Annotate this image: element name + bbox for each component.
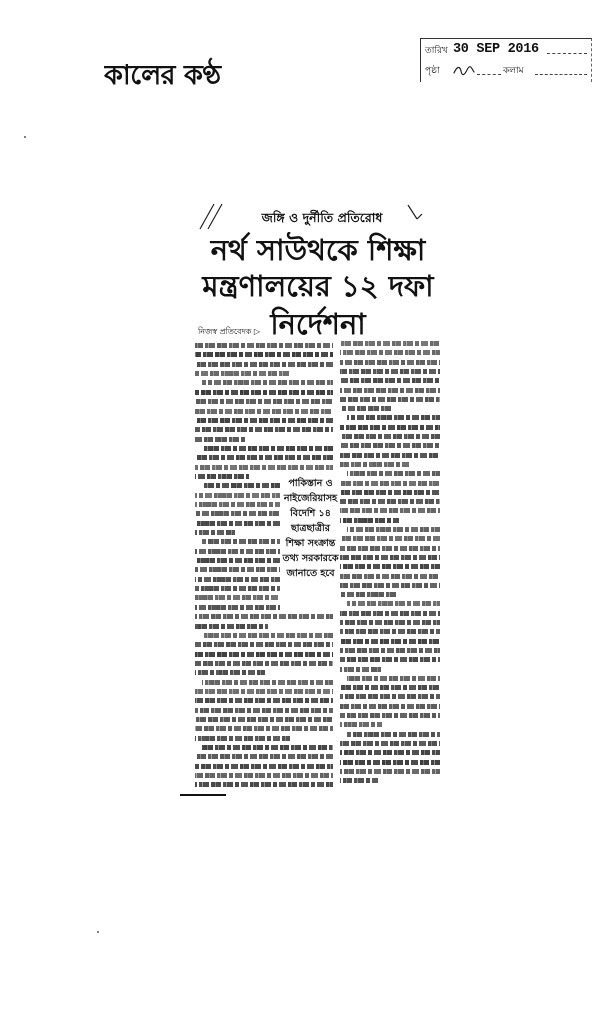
body-text-line — [195, 493, 280, 498]
body-text-line — [340, 341, 440, 346]
body-text-line — [340, 378, 440, 383]
body-text-line — [340, 462, 411, 467]
body-text-line — [340, 397, 440, 402]
column-leader-line — [535, 74, 587, 75]
headline-line: নির্দেশনা — [270, 307, 366, 341]
body-text-line — [202, 483, 280, 488]
body-text-line — [340, 508, 440, 513]
headline-line: নর্থ সাউথকে শিক্ষা — [210, 233, 426, 267]
body-text-line — [195, 773, 333, 778]
body-text-line — [195, 399, 333, 404]
body-text-line — [340, 741, 440, 746]
body-text-line — [340, 453, 440, 458]
body-text-line — [195, 511, 280, 516]
body-text-line — [347, 676, 440, 681]
handwritten-page-number — [452, 63, 476, 79]
body-text-line — [195, 558, 280, 563]
body-text-line — [340, 350, 440, 355]
body-text-line — [340, 518, 399, 523]
body-text-line — [195, 652, 333, 657]
article-end-rule — [180, 794, 226, 796]
body-text-line — [340, 778, 378, 783]
body-text-line — [195, 437, 247, 442]
body-text-line — [202, 446, 333, 451]
body-text-line — [195, 586, 280, 591]
body-text-line — [340, 760, 440, 765]
backslash-ornament — [404, 202, 426, 226]
body-text-line — [195, 764, 333, 769]
article-body-column-right — [340, 341, 442, 791]
body-text-line — [195, 409, 333, 414]
body-text-line — [195, 502, 280, 507]
body-text-line — [340, 648, 440, 653]
body-text-line — [195, 352, 333, 357]
article-kicker: জঙ্গি ও দুর্নীতি প্রতিরোধ — [261, 210, 383, 225]
body-text-line — [195, 549, 280, 554]
body-text-line — [195, 782, 333, 787]
body-text-line — [340, 574, 440, 579]
body-text-line — [202, 633, 333, 638]
body-text-line — [347, 601, 440, 606]
date-leader-line — [547, 53, 587, 54]
body-text-line — [340, 490, 440, 495]
body-text-line — [340, 536, 440, 541]
body-text-line — [340, 546, 440, 551]
pull-quote-line: বিদেশি ১৪ — [290, 508, 331, 519]
body-text-line — [340, 388, 440, 393]
newspaper-masthead: কালের কণ্ঠ — [104, 60, 221, 91]
pull-quote-line: শিক্ষা সংক্রান্ত — [285, 538, 336, 549]
body-text-line — [340, 611, 440, 616]
page-leader-line — [477, 74, 501, 75]
pull-quote-line: পাকিস্তান ও — [288, 478, 333, 489]
body-text-line — [340, 406, 391, 411]
body-text-line — [340, 583, 440, 588]
body-text-line — [347, 732, 440, 737]
body-text-line — [340, 434, 440, 439]
body-text-line — [195, 642, 333, 647]
body-text-line — [340, 369, 440, 374]
body-text-line — [195, 474, 249, 479]
pull-quote-line: জানাতে হবে — [286, 568, 335, 579]
body-text-line — [195, 530, 235, 535]
body-text-line — [340, 360, 440, 365]
body-text-line — [195, 371, 291, 376]
byline: নিজস্ব প্রতিবেদক ▷ — [198, 327, 261, 336]
body-text-line — [195, 726, 333, 731]
body-text-line — [340, 769, 440, 774]
body-text-line — [195, 595, 280, 600]
date-value: 30 SEP 2016 — [453, 42, 539, 57]
date-stamp — [420, 38, 592, 82]
body-text-line — [340, 564, 440, 569]
column-label: কলাম — [503, 66, 524, 76]
pull-quote-line: তথ্য সরকারকে — [282, 553, 339, 564]
headline-line: মন্ত্রণালয়ের ১২ দফা — [202, 269, 434, 303]
body-text-line — [195, 343, 333, 348]
body-text-line — [347, 471, 440, 476]
body-text-line — [195, 418, 333, 423]
pull-quote — [282, 476, 339, 584]
body-text-line — [195, 717, 333, 722]
scan-speck — [97, 931, 99, 933]
body-text-line — [347, 415, 440, 420]
body-text-line — [340, 722, 382, 727]
body-text-line — [195, 465, 333, 470]
body-text-line — [340, 667, 381, 672]
body-text-line — [340, 713, 440, 718]
body-text-line — [340, 443, 440, 448]
body-text-line — [340, 592, 397, 597]
date-label: তারিখ — [425, 46, 448, 56]
double-slash-ornament — [197, 201, 229, 231]
body-text-line — [202, 539, 280, 544]
body-text-line — [195, 736, 290, 741]
pull-quote-line: ছাত্রছাত্রীর — [291, 523, 330, 534]
body-text-line — [340, 657, 440, 662]
pull-quote-line: নাইজেরিয়াসহ — [283, 493, 338, 504]
body-text-line — [195, 427, 333, 432]
body-text-line — [340, 499, 440, 504]
body-text-line — [195, 661, 333, 666]
body-text-line — [340, 685, 440, 690]
body-text-line — [195, 605, 280, 610]
body-text-line — [340, 481, 440, 486]
body-text-line — [195, 754, 333, 759]
body-text-line — [347, 527, 440, 532]
body-text-line — [195, 567, 280, 572]
body-text-line — [195, 624, 268, 629]
body-text-line — [340, 555, 440, 560]
body-text-line — [340, 694, 440, 699]
body-text-line — [195, 670, 265, 675]
body-text-line — [195, 390, 333, 395]
body-text-line — [340, 629, 440, 634]
body-text-line — [202, 380, 333, 385]
body-text-line — [195, 689, 333, 694]
body-text-line — [202, 745, 333, 750]
body-text-line — [340, 639, 440, 644]
body-text-line — [195, 708, 333, 713]
body-text-line — [195, 698, 333, 703]
body-text-line — [340, 750, 440, 755]
body-text-line — [340, 425, 440, 430]
scan-speck — [24, 136, 26, 138]
body-text-line — [195, 362, 333, 367]
body-text-line — [202, 680, 333, 685]
body-text-line — [340, 620, 440, 625]
body-text-line — [340, 704, 440, 709]
body-text-line — [195, 521, 280, 526]
body-text-line — [195, 614, 333, 619]
page-label: পৃষ্ঠা — [425, 66, 440, 76]
body-text-line — [195, 455, 333, 460]
body-text-line — [195, 577, 280, 582]
